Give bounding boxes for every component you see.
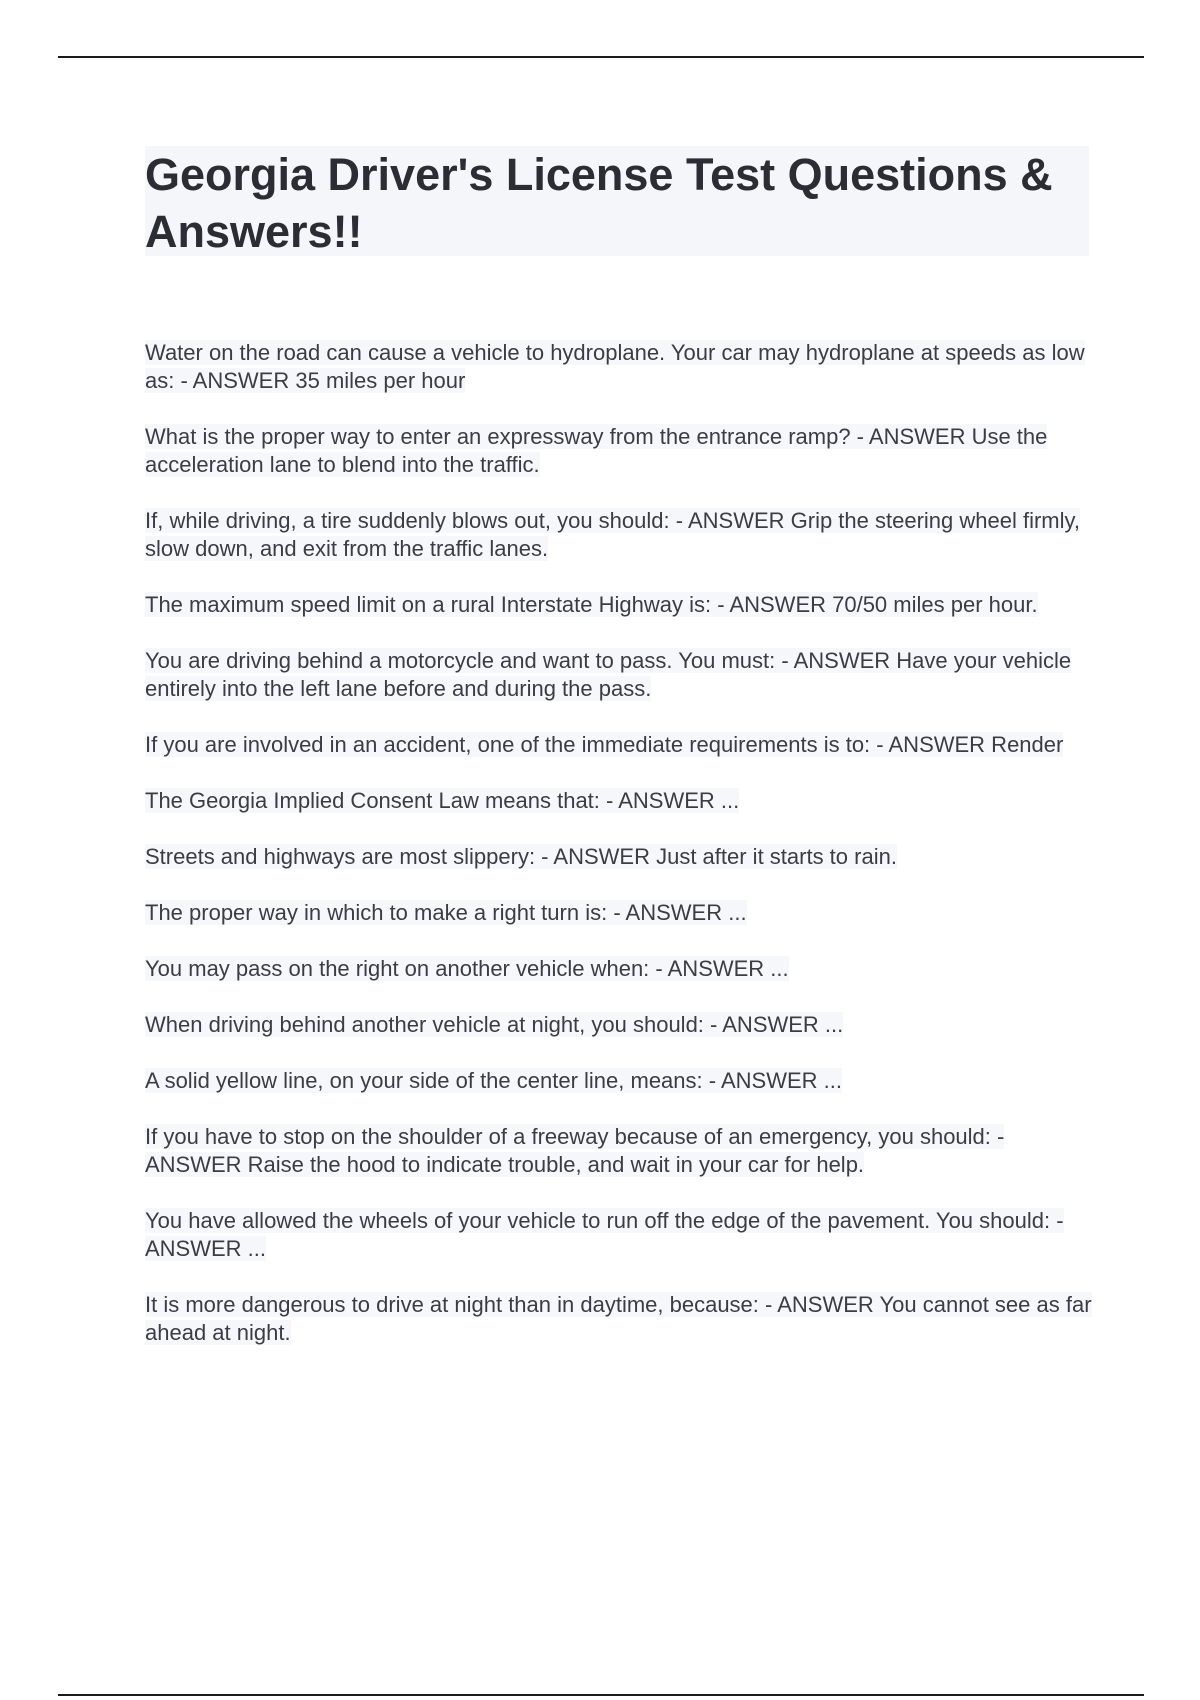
qa-item (145, 731, 1105, 759)
page-title: Georgia Driver's License Test Questions & Answers!! (145, 149, 1053, 257)
qa-text: Water on the road can cause a vehicle to hydroplane. Your car may hydroplane at speeds as low as: - ANSWER 35 miles per hour (145, 340, 1085, 393)
qa-text: What is the proper way to enter an expressway from the entrance ramp? - ANSWER Use the acceleration lane to blend into the traffic. (145, 424, 1048, 477)
bottom-divider (58, 1694, 1144, 1696)
qa-text: The Georgia Implied Consent Law means that: - ANSWER ... (145, 788, 740, 813)
qa-item (145, 1011, 1105, 1039)
qa-item (145, 787, 1105, 815)
qa-item (145, 1291, 1105, 1347)
qa-item (145, 1207, 1105, 1263)
qa-text: You are driving behind a motorcycle and want to pass. You must: - ANSWER Have your vehicle entirely into the left lane before and during the pass. (145, 648, 1072, 701)
qa-item (145, 423, 1105, 479)
qa-list (145, 339, 1105, 1375)
qa-text: You have allowed the wheels of your vehicle to run off the edge of the pavement. You should: - ANSWER ... (145, 1208, 1064, 1261)
qa-item (145, 591, 1105, 619)
qa-text: If you have to stop on the shoulder of a freeway because of an emergency, you should: - ANSWER Raise the hood to indicate trouble, and wait in your car for help. (145, 1124, 1005, 1177)
qa-text: The proper way in which to make a right turn is: - ANSWER ... (145, 900, 747, 925)
qa-text: The maximum speed limit on a rural Interstate Highway is: - ANSWER 70/50 miles per hour. (145, 592, 1038, 617)
qa-text: It is more dangerous to drive at night than in daytime, because: - ANSWER You cannot see as far ahead at night. (145, 1292, 1092, 1345)
qa-item (145, 507, 1105, 563)
qa-item (145, 899, 1105, 927)
qa-text: When driving behind another vehicle at night, you should: - ANSWER ... (145, 1012, 844, 1037)
qa-text: You may pass on the right on another vehicle when: - ANSWER ... (145, 956, 789, 981)
qa-text: If, while driving, a tire suddenly blows out, you should: - ANSWER Grip the steering wheel firmly, slow down, and exit from the traffic lanes. (145, 508, 1080, 561)
qa-text: If you are involved in an accident, one of the immediate requirements is to: - ANSWER Render (145, 732, 1064, 757)
qa-item (145, 955, 1105, 983)
qa-item (145, 1123, 1105, 1179)
qa-text: A solid yellow line, on your side of the center line, means: - ANSWER ... (145, 1068, 842, 1093)
qa-item (145, 1067, 1105, 1095)
top-divider (58, 56, 1144, 58)
qa-item (145, 339, 1105, 395)
qa-text: Streets and highways are most slippery: - ANSWER Just after it starts to rain. (145, 844, 897, 869)
qa-item (145, 647, 1105, 703)
qa-item (145, 843, 1105, 871)
